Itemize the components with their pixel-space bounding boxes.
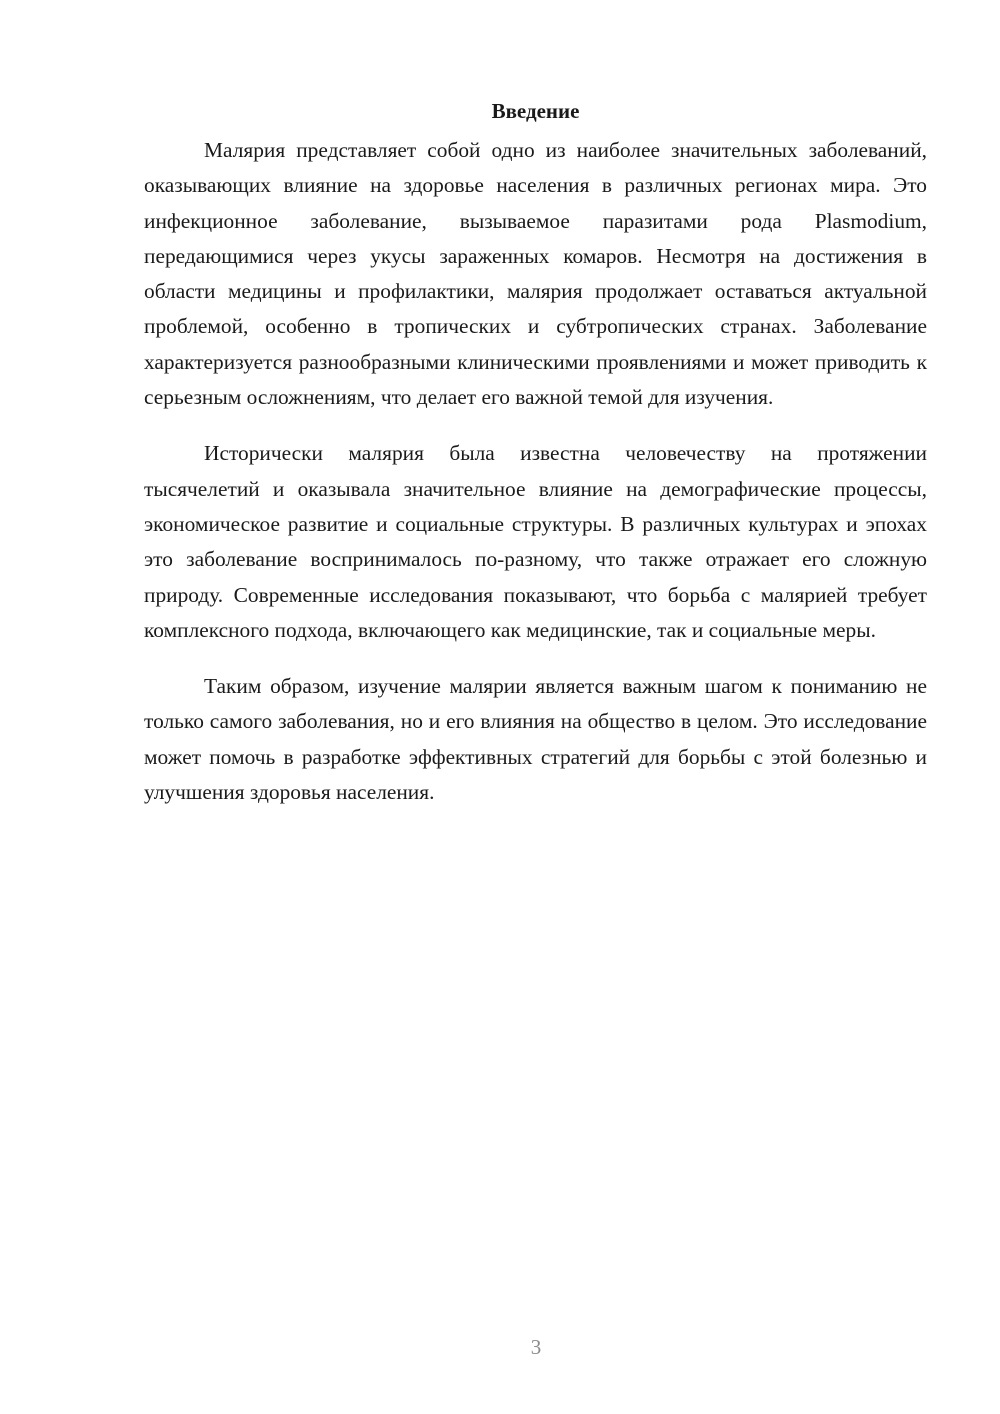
- paragraph-2: Исторически малярия была известна человечеству на протяжении тысячелетий и оказывала значительное влияние на демографические процессы, экономическое развитие и социальные структуры. В различных культурах и эпохах это заболевание воспринималось по-разному, что также отражает его сложную природу. Современные исследования показывают, что борьба с малярией требует комплексного подхода, включающего как медицинские, так и социальные меры.: [144, 441, 927, 642]
- paragraph-1: Малярия представляет собой одно из наиболее значительных заболеваний, оказывающих влияние на здоровье населения в различных регионах мира. Это инфекционное заболевание, вызываемое паразитами рода Plasmodium, передающимися через укусы зараженных комаров. Несмотря на достижения в области медицины и профилактики, малярия продолжает оставаться актуальной проблемой, особенно в тропических и субтропических странах. Заболевание характеризуется разнообразными клиническими проявлениями и может приводить к серьезным осложнениям, что делает его важной темой для изучения.: [144, 138, 927, 410]
- section-heading: Введение: [491, 99, 580, 123]
- page-number: 3: [530, 1335, 542, 1359]
- paragraph-3: Таким образом, изучение малярии является важным шагом к пониманию не только самого заболевания, но и его влияния на общество в целом. Это исследование может помочь в разработке эффективных стратегий для борьбы с этой болезнью и улучшения здоровья населения.: [144, 674, 927, 805]
- page-content: [144, 96, 927, 831]
